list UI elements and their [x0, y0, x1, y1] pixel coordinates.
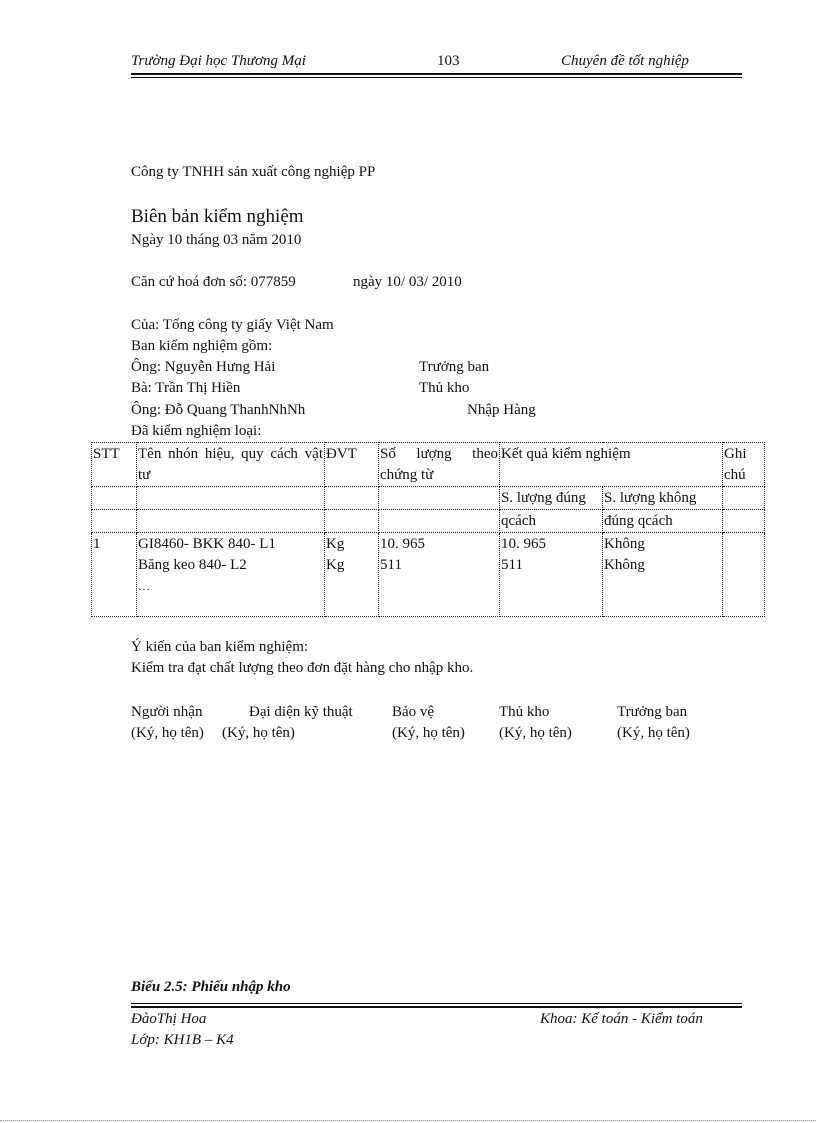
signature-role: Thủ kho: [499, 704, 550, 720]
member-role: Thủ kho: [419, 380, 470, 396]
table-subheader-row: [92, 487, 765, 510]
header-incorrect-qty-2: đúng qcách: [603, 510, 723, 533]
document-date: Ngày 10 tháng 03 năm 2010: [131, 232, 302, 248]
header-school: Trường Đại học Thương Mại: [131, 53, 306, 69]
header-stt: STT: [92, 443, 137, 487]
signature-note: (Ký, họ tên): [131, 725, 204, 741]
item-unit: Kg: [326, 536, 345, 552]
signature-role: Trưởng ban: [617, 704, 688, 720]
supplier-line: Của: Tổng công ty giấy Việt Nam: [131, 317, 334, 333]
page-edge: [0, 1120, 816, 1121]
header-item-name: Tên nhón hiệu, quy cách vật tư: [137, 443, 325, 487]
header-correct-qty: S. lượng đúng: [500, 487, 603, 510]
footer-author: ĐàoThị Hoa: [131, 1011, 207, 1027]
header-note: Ghi chú: [723, 443, 765, 487]
row-note: [723, 533, 765, 617]
company-name: Công ty TNHH sản xuất công nghiệp PP: [131, 164, 376, 180]
board-intro: Ban kiểm nghiệm gồm:: [131, 338, 273, 354]
member-name: Ông: Nguyễn Hưng Hải: [131, 359, 276, 375]
row-stt: 1: [92, 533, 137, 617]
row-doc-quantities: [379, 533, 500, 617]
header-inspection-result: Kết quả kiểm nghiệm: [500, 443, 723, 487]
item-doc-quantity: 10. 965: [380, 536, 425, 552]
inspected-label: Đã kiểm nghiệm loại:: [131, 423, 262, 439]
item-name: Băng keo 840- L2: [138, 557, 247, 573]
member-name: Bà: Trần Thị Hiền: [131, 380, 241, 396]
document-title: Biên bản kiểm nghiệm: [131, 206, 304, 227]
table-row: [92, 533, 765, 617]
table-header-row: [92, 443, 765, 487]
member-role: Nhập Hàng: [467, 402, 536, 418]
signature-note: (Ký, họ tên): [222, 725, 295, 741]
signature-note: (Ký, họ tên): [499, 725, 572, 741]
member-role: Trưởng ban: [419, 359, 490, 375]
signature-note: (Ký, họ tên): [617, 725, 690, 741]
invoice-number: Căn cứ hoá đơn số: 077859: [131, 274, 296, 290]
header-topic: Chuyên đề tốt nghiệp: [561, 53, 689, 69]
header-rule-thin: [131, 77, 742, 78]
footer-department: Khoa: Kế toán - Kiểm toán: [540, 1011, 703, 1027]
header-unit: ĐVT: [325, 443, 379, 487]
member-name: Ông: Đỗ Quang ThanhNhNh: [131, 402, 306, 418]
item-incorrect-quantity: Không: [604, 536, 645, 552]
table-subheader-row-2: [92, 510, 765, 533]
header-page-number: 103: [437, 53, 460, 69]
signature-role: Bảo vệ: [392, 704, 435, 720]
header-incorrect-qty: S. lượng không: [603, 487, 723, 510]
header-rule: [131, 73, 742, 75]
item-name: GI8460- BKK 840- L1: [138, 536, 276, 552]
inspection-table: [91, 442, 765, 617]
row-item-names: [137, 533, 325, 617]
row-units: [325, 533, 379, 617]
signature-role: Người nhận: [131, 704, 203, 720]
footer-class: Lớp: KH1B – K4: [131, 1032, 234, 1048]
opinion-text: Kiểm tra đạt chất lượng theo đơn đặt hàng cho nhập kho.: [131, 660, 474, 676]
footer-rule: [131, 1006, 742, 1008]
row-incorrect-quantities: [603, 533, 723, 617]
item-unit: Kg: [326, 557, 345, 573]
invoice-date: ngày 10/ 03/ 2010: [353, 274, 462, 290]
row-correct-quantities: [500, 533, 603, 617]
item-doc-quantity: 511: [380, 557, 402, 573]
item-correct-quantity: 511: [501, 557, 523, 573]
figure-caption: Biểu 2.5: Phiếu nhập kho: [131, 979, 291, 995]
signature-note: (Ký, họ tên): [392, 725, 465, 741]
opinion-label: Ý kiến của ban kiểm nghiệm:: [131, 639, 309, 655]
item-incorrect-quantity: Không: [604, 557, 645, 573]
header-correct-qty-2: qcách: [500, 510, 603, 533]
header-doc-quantity: Số lượng theo chứng từ: [379, 443, 500, 487]
item-ellipsis: …: [138, 579, 150, 593]
footer-rule-thin: [131, 1003, 742, 1004]
signature-role: Đại diện kỹ thuật: [249, 704, 353, 720]
item-correct-quantity: 10. 965: [501, 536, 546, 552]
